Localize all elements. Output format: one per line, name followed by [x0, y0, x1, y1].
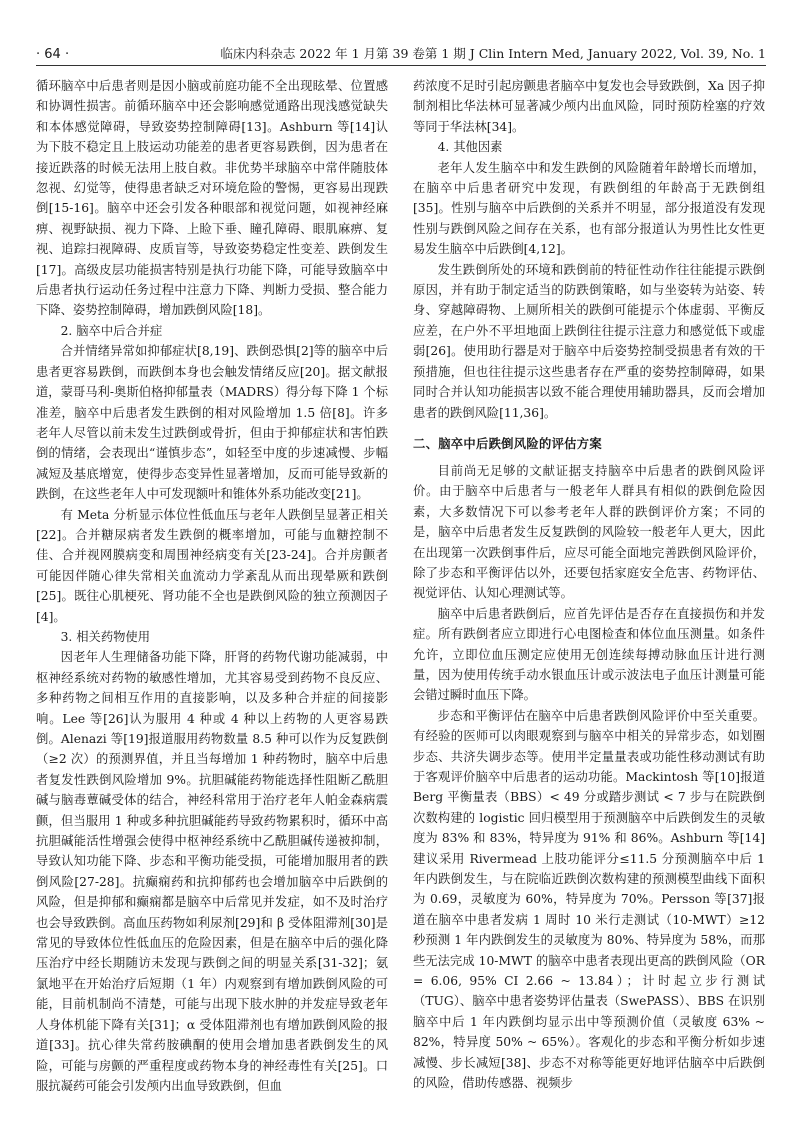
section-heading: 二、脑卒中后跌倒风险的评估方案	[413, 436, 602, 451]
paragraph: 脑卒中后患者跌倒后，应首先评估是否存在直接损伤和并发症。所有跌倒者应立即进行心电图检查和体位血压测量。如条件允许，立即位血压测定应使用无创连续每搏动脉血压计进行测量，因为使用传统手动水银血压计或示波法电子血压计测量可能会错过瞬时血压下降。	[413, 606, 765, 703]
left-column	[36, 76, 388, 1096]
subsection-heading: 2. 脑卒中后合并症	[60, 323, 163, 338]
paragraph: 发生跌倒所处的环境和跌倒前的特征性动作往往能提示跌倒原因，并有助于制定适当的防跌倒策略，如与坐姿转为站姿、转身、穿越障碍物、上厕所相关的跌倒可能提示个体虚弱、平衡反应差，在户外不平坦地面上跌倒往往提示注意力和感觉低下或虚弱[26]。使用助行器是对于脑卒中后姿势控制受损患者有效的干预措施，但也往往提示这些患者存在严重的姿势控制障碍，如果同时合并认知功能损害以致不能合理使用辅助器具，反而会增加患者的跌倒风险[11,36]。	[413, 262, 765, 420]
page-number: · 64 ·	[36, 47, 70, 62]
paragraph: 因老年人生理储备功能下降，肝肾的药物代谢功能减弱，中枢神经系统对药物的敏感性增加，尤其容易受到药物不良反应、多种药物之间相互作用的直接影响，以及多种合并症的间接影响。Lee 等[26]认为服用 4 种或 4 种以上药物的人更容易跌倒。Alenazi 等[19]报道服用药物数量 8.5 种可以作为反复跌倒（≥2 次）的预测界值，并且当每增加 1 种药物时，脑卒中后患者复发性跌倒风险增加 9%。抗胆碱能药物能选择性阻断乙酰胆碱与脑毒蕈碱受体的结合，神经科常用于治疗老年人帕金森病震颤，但当服用 1 种或多种抗胆碱能药导致药物累积时，循环中高抗胆碱能活性增强会使得中枢神经系统中乙酰胆碱传递被抑制，导致认知功能下降、步态和平衡功能受损，可能增加服用者的跌倒风险[27-28]。抗癫痫药和抗抑郁药也会增加脑卒中后跌倒的风险，但是抑郁和癫痫都是脑卒中后常见并发症，如不及时治疗也会导致跌倒。高血压药物如利尿剂[29]和 β 受体阻滞剂[30]是常见的导致体位性低血压的危险因素，但是在脑卒中后的强化降压治疗中经长期随访未发现与跌倒之间的明显关系[31-32]；氨氯地平在开始治疗后短期（1 年）内观察到有增加跌倒风险的可能，目前机制尚不清楚，可能与出现下肢水肿的并发症导致老年人身体机能下降有关[31]；α 受体阻滞剂也有增加跌倒风险的报道[33]。抗心律失常药胺碘酮的使用会增加患者跌倒发生的风险，可能与房颤的严重程度或药物本身的神经毒性有关[25]。口服抗凝药可能会引发颅内出血导致跌倒，但血	[36, 650, 388, 1093]
subsection-heading: 4. 其他因素	[437, 140, 503, 155]
running-header	[36, 40, 766, 66]
journal-citation: 临床内科杂志 2022 年 1 月第 39 卷第 1 期 J Clin Intern Med, January 2022, Vol. 39, No. 1	[220, 46, 766, 61]
right-column	[413, 76, 765, 1094]
paragraph: 目前尚无足够的文献证据支持脑卒中后患者的跌倒风险评价。由于脑卒中后患者与一般老年人群具有相似的跌倒危险因素，大多数情况下可以参考老年人群的跌倒评价方案；不同的是，脑卒中后患者发生反复跌倒的风险较一般老年人更大，因此在出现第一次跌倒事件后，应尽可能全面地完善跌倒风险评价，除了步态和平衡评估以外，还要包括家庭安全危害、药物评估、视觉评估、认知心理测试等。	[413, 463, 765, 601]
paragraph: 药浓度不足时引起房颤患者脑卒中复发也会导致跌倒，Ⅹa 因子抑制剂相比华法林可显著减少颅内出血风险，同时预防栓塞的疗效等同于华法林[34]。	[413, 79, 766, 134]
paragraph: 步态和平衡评估在脑卒中后患者跌倒风险评价中至关重要。有经验的医师可以肉眼观察到与脑卒中相关的异常步态，如划圈步态、共济失调步态等。使用半定量量表或功能性移动测试有助于客观评价脑卒中后患者的运动功能。Mackintosh 等[10]报道 Berg 平衡量表（BBS）< 49 分或踏步测试 < 7 步与在院跌倒次数构建的 logistic 回归模型用于预测脑卒中后跌倒发生的灵敏度为 83% 和 83%，特异度为 91% 和 86%。Ashburn 等[14]建议采用 Rivermead 上肢功能评分≤11.5 分预测脑卒中后 1 年内跌倒发生，与在院临近跌倒次数构建的预测模型曲线下面积为 0.69，灵敏度为 60%，特异度为 70%。Persson 等[37]报道在脑卒中患者发病 1 周时 10 米行走测试（10-MWT）≥12 秒预测 1 年内跌倒发生的灵敏度为 80%、特异度为 58%，而那些无法完成 10-MWT 的脑卒中患者表现出更高的跌倒风险（OR = 6.06, 95% CI 2.66 ~ 13.84）；计时起立步行测试（TUG）、脑卒中患者姿势评估量表（SwePASS）、BBS 在识别脑卒中后 1 年内跌倒均显示出中等预测价值（灵敏度 63% ~ 82%，特异度 50% ~ 65%）。客观化的步态和平衡分析如步速减慢、步长减短[38]、步态不对称等能更好地评估脑卒中后跌倒的风险，借助传感器、视频步	[413, 708, 765, 1091]
paragraph: 有 Meta 分析显示体位性低血压与老年人跌倒呈显著正相关[22]。合并糖尿病者发生跌倒的概率增加，可能与血糖控制不佳、合并视网膜病变和周围神经病变有关[23-24]。合并房颤者可能因伴随心律失常相关血流动力学紊乱从而出现晕厥和跌倒[25]。既往心肌梗死、肾功能不全也是跌倒风险的独立预测因子[4]。	[36, 507, 388, 624]
paragraph: 合并情绪异常如抑郁症状[8,19]、跌倒恐惧[2]等的脑卒中后患者更容易跌倒，而跌倒本身也会触发情绪反应[20]。据文献报道，蒙哥马利-奥斯伯格抑郁量表（MADRS）得分每下降 1 个标准差，脑卒中后患者发生跌倒的相对风险增加 1.5 倍[8]。许多老年人尽管以前未发生过跌倒或骨折，但由于抑郁症状和害怕跌倒的情绪，会表现出“谨慎步态”，如轻至中度的步速减慢、步幅减短及基底增宽，使得步态变异性显著增加，反而可能导致新的跌倒，在这些老年人中可发现额叶和锥体外系功能改变[21]。	[36, 344, 388, 502]
subsection-heading: 3. 相关药物使用	[60, 629, 151, 644]
paragraph: 老年人发生脑卒中和发生跌倒的风险随着年龄增长而增加，在脑卒中后患者研究中发现，有跌倒组的年龄高于无跌倒组[35]。性别与脑卒中后跌倒的关系并不明显，部分报道没有发现性别与跌倒风险之间存在关系，也有部分报道认为男性比女性更易发生脑卒中后跌倒[4,12]。	[413, 160, 765, 257]
paragraph: 循环脑卒中后患者则是因小脑或前庭功能不全出现眩晕、位置感和协调性损害。前循环脑卒中还会影响感觉通路出现浅感觉缺失和本体感觉障碍，导致姿势控制障碍[13]。Ashburn 等[14]认为下肢不稳定且上肢运动功能差的患者更容易跌倒，因为患者在接近跌落的时候无法用上肢自救。非优势半球脑卒中常伴随肢体忽视、幻觉等，使得患者缺乏对环境危险的警惕，更容易出现跌倒[15-16]。脑卒中还会引发各种眼部和视觉问题，如视神经麻痹、视野缺损、视力下降、上睑下垂、瞳孔障碍、眼肌麻痹、复视、追踪扫视障碍、皮质盲等，导致姿势稳定性变差、跌倒发生[17]。高级皮层功能损害特别是执行功能下降，可能导致脑卒中后患者执行运动任务过程中注意力下降、判断力受损、整合能力下降、姿势控制障碍，增加跌倒风险[18]。	[36, 79, 388, 318]
